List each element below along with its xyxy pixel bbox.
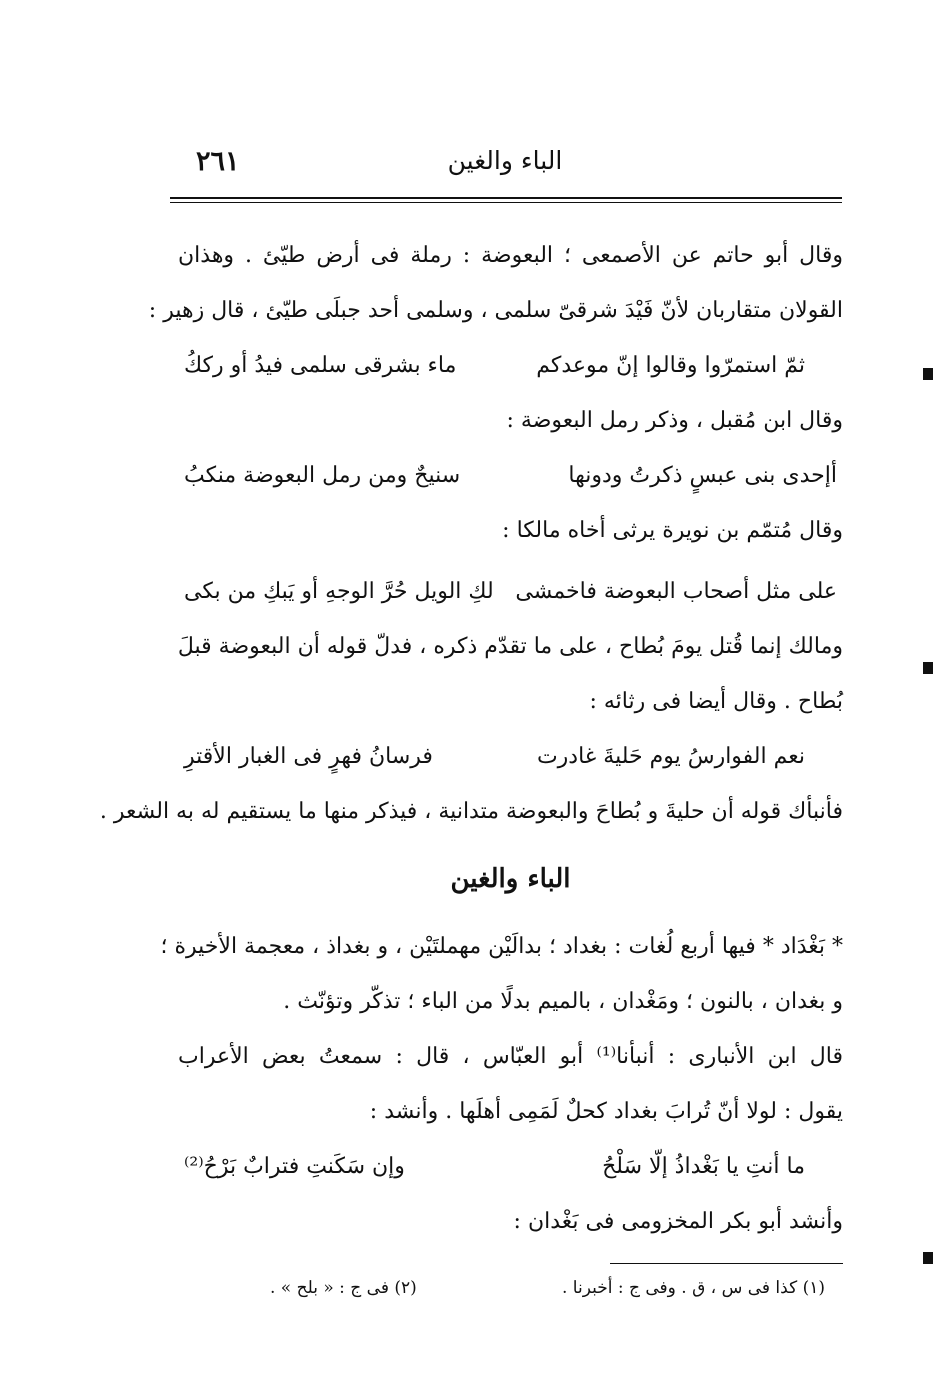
verse-second-hemistich: وإن سَكَنتِ فترابٌ بَرْحُ⁽²⁾	[184, 1154, 405, 1179]
footnote-rule	[610, 1263, 843, 1264]
text-line: بُطاح . وقال أيضا فى رثائه :	[589, 689, 843, 714]
page-number: ٢٦١	[196, 146, 240, 177]
verse-second-hemistich: فرسانُ فهرٍ فى الغبار الأقترِ	[184, 744, 433, 769]
verse-first-hemistich: على مثل أصحاب البعوضة فاخمشى	[515, 579, 837, 604]
footnotes	[270, 1270, 825, 1306]
text-line: وقال أبو حاتم عن الأصمعى ؛ البعوضة : رملة فى أرض طيّئ . وهذان	[178, 243, 843, 268]
text-line: وأنشد أبو بكر المخزومى فى بَغْدان :	[513, 1209, 843, 1234]
section-heading: الباء والغين	[450, 864, 571, 894]
scan-edge-mark	[923, 368, 933, 380]
page-header	[170, 146, 840, 190]
verse-second-hemistich: لكِ الويل حُرَّ الوجهِ أو يَبكِ من بكى	[184, 579, 494, 604]
verse-baghdad	[178, 1139, 843, 1194]
verse-mutammim	[178, 564, 843, 619]
text-line: و بغدان ، بالنون ؛ ومَغْدان ، بالميم بدلًا من الباء ؛ تذكّر وتؤنّث .	[283, 989, 843, 1014]
scan-edge-mark	[923, 1252, 933, 1264]
header-rule	[170, 197, 842, 199]
text-line: فأنبأك قوله أن حليةَ و بُطاحَ والبعوضة متدانية ، فيذكر منها ما يستقيم له به الشعر .	[99, 799, 843, 824]
verse-second-hemistich: ماء بشرقى سلمى فيدُ أو رككُ	[184, 353, 457, 378]
text-line: القولان متقاربان لأنّ فَيْدَ شرقىّ سلمى ، وسلمى أحد جبلَى طيّئ ، قال زهير :	[148, 298, 843, 323]
verse-first-hemistich: ثمّ استمرّوا وقالوا إنّ موعدكم	[536, 353, 805, 378]
text-line: قال ابن الأنبارى : أنبأنا⁽¹⁾ أبو العبّاس ، قال : سمعتُ بعض الأعراب	[178, 1044, 843, 1069]
verse-first-hemistich: ما أنتِ يا بَغْداذُ إلّا سَلْحُ	[602, 1154, 805, 1179]
running-title: الباء والغين	[447, 146, 563, 175]
text-line: ومالك إنما قُتل يومَ بُطاح ، على ما تقدّم ذكره ، فدلّ قوله أن البعوضة قبلَ	[177, 634, 843, 659]
verse-zuhayr	[178, 338, 843, 393]
header-rule-thin	[170, 202, 842, 203]
verse-first-hemistich: نعم الفوارسُ يوم حَليةَ غادرت	[536, 744, 805, 769]
verse-mutammim-2	[178, 729, 843, 784]
text-line: * بَغْدَاد * فيها أربع لُغات : بغداد ؛ بدالَيْن مهملتَيْن ، و بغداذ ، معجمة الأخيرة ؛	[160, 934, 843, 959]
scan-edge-mark	[923, 662, 933, 674]
text-line: وقال ابن مُقبل ، وذكر رمل البعوضة :	[506, 408, 843, 433]
footnote-1: (١) كذا فى س ، ق . وفى ج : أخبرنا .	[562, 1278, 825, 1298]
text-line: يقول : لولا أنّ تُرابَ بغداد كحلٌ لَمَمِى أهلَها . وأنشد :	[369, 1099, 843, 1124]
verse-ibn-muqbil	[178, 448, 843, 503]
verse-second-hemistich: سنيحٌ ومن رمل البعوضة منكبُ	[184, 463, 461, 488]
text-line: وقال مُتمّم بن نويرة يرثى أخاه مالكا :	[502, 518, 843, 543]
footnote-2: (٢) فى ج : « بلح » .	[270, 1278, 417, 1298]
verse-first-hemistich: أإحدى بنى عبسٍ ذكرتُ ودونها	[568, 463, 837, 488]
main-text	[99, 228, 843, 1249]
